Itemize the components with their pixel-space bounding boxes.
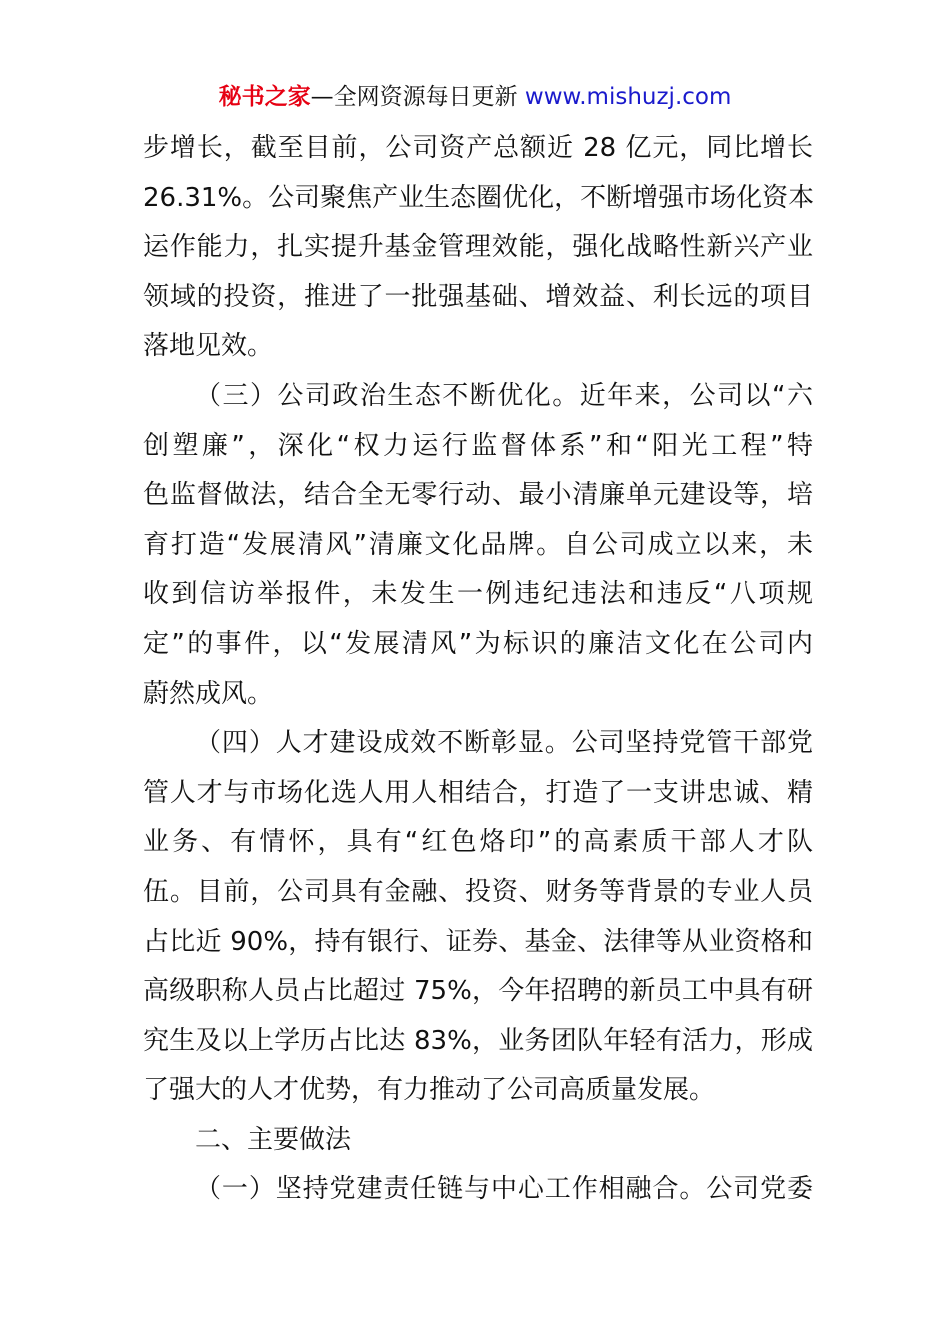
text-line: 育打造“发展清风”清廉文化品牌。自公司成立以来，未 <box>143 529 813 560</box>
text-line: 运作能力，扎实提升基金管理效能，强化战略性新兴产业 <box>143 232 813 263</box>
site-header <box>0 80 950 114</box>
text-line: 创塑廉”，深化“权力运行监督体系”和“阳光工程”特 <box>143 430 813 461</box>
document-body <box>143 124 813 1215</box>
text-line: 蔚然成风。 <box>143 678 274 709</box>
paragraph-heading-1: （一）坚持党建责任链与中心工作相融合。公司党委 <box>195 1174 813 1205</box>
paragraph-heading-4: （四）人才建设成效不断彰显。公司坚持党管干部党 <box>195 728 813 759</box>
text-line: 占比近 90%，持有银行、证券、基金、法律等从业资格和 <box>143 926 813 957</box>
text-line: 色监督做法，结合全无零行动、最小清廉单元建设等，培 <box>143 480 813 511</box>
text-line: 高级职称人员占比超过 75%，今年招聘的新员工中具有研 <box>143 976 813 1007</box>
text-line: 落地见效。 <box>143 331 274 362</box>
brand-name: 秘书之家 <box>218 84 311 110</box>
text-line: 收到信访举报件，未发生一例违纪违法和违反“八项规 <box>143 579 813 610</box>
text-line: 步增长，截至目前，公司资产总额近 28 亿元，同比增长 <box>143 133 813 163</box>
text-line: 了强大的人才优势，有力推动了公司高质量发展。 <box>143 1075 716 1106</box>
header-tagline: —全网资源每日更新 <box>310 84 525 110</box>
text-line: 伍。目前，公司具有金融、投资、财务等背景的专业人员 <box>143 876 813 907</box>
text-line: 管人才与市场化选人用人相结合，打造了一支讲忠诚、精 <box>143 777 813 808</box>
text-line: 领域的投资，推进了一批强基础、增效益、利长远的项目 <box>143 281 813 312</box>
text-line: 究生及以上学历占比达 83%，业务团队年轻有活力，形成 <box>143 1025 813 1056</box>
text-line: 定”的事件，以“发展清风”为标识的廉洁文化在公司内 <box>143 628 813 659</box>
text-line: 26.31%。公司聚焦产业生态圈优化，不断增强市场化资本 <box>143 182 815 213</box>
section-heading: 二、主要做法 <box>195 1124 352 1155</box>
paragraph-heading-3: （三）公司政治生态不断优化。近年来，公司以“六 <box>195 380 813 411</box>
site-url-link[interactable]: www.mishuzj.com <box>524 84 732 110</box>
text-line: 业务、有情怀，具有“红色烙印”的高素质干部人才队 <box>143 827 813 858</box>
